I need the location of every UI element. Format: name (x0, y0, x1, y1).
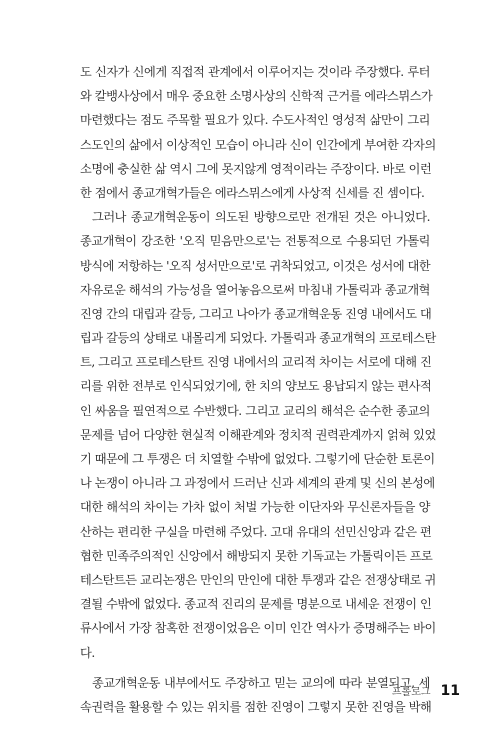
text-line: 립과 갈등의 상태로 내몰리게 되었다. 가톨릭과 종교개혁의 프로테스탄 (80, 331, 436, 346)
text-line: 나 논쟁이 아니라 그 과정에서 드러난 신과 세계의 관계 및 신의 본성에 (80, 476, 435, 491)
text-line: 도 신자가 신에게 직접적 관계에서 이루어지는 것이라 주장했다. 루터 (80, 65, 430, 79)
text-line: 자유로운 해석의 가능성을 열어놓음으로써 마침내 가톨릭과 종교개혁 (80, 282, 430, 297)
page-number: 11 (440, 683, 460, 699)
text-line: 진영 간의 대립과 갈등, 그리고 나아가 종교개혁운동 진영 내에서도 대 (80, 306, 432, 321)
text-line: 스도인의 삶에서 이상적인 모습이 아니라 신이 인간에게 부여한 각자의 (80, 137, 436, 152)
running-head: 프롤로그 (391, 687, 431, 698)
text-line: 마련했다는 점도 주목할 필요가 있다. 수도사적인 영성적 삶만이 그리 (80, 113, 430, 128)
text-line: 종교개혁운동 내부에서도 주장하고 믿는 교의에 따라 분열되고, 세 (92, 675, 430, 690)
text-line: 문제를 넘어 다양한 현실적 이해관계와 정치적 권력관계까지 얽혀 있었 (80, 427, 436, 442)
text-line: 한 점에서 종교개혁가들은 에라스뮈스에게 사상적 신세를 진 셈이다. (80, 185, 425, 200)
text-line: 트, 그리고 프로테스탄트 진영 내에서의 교리적 차이는 서로에 대해 진 (80, 355, 432, 370)
text-line: 그러나 종교개혁운동이 의도된 방향으로만 전개된 것은 아니었다. (92, 210, 430, 225)
text-line: 협한 민족주의적인 신앙에서 해방되지 못한 기독교는 가톨릭이든 프로 (80, 548, 433, 563)
paragraph (80, 671, 430, 719)
text-line: 소명에 충실한 삶 역시 그에 못지않게 영적이라는 주장이다. 바로 이런 (80, 161, 432, 176)
text-line: 류사에서 가장 참혹한 전쟁이었음은 이미 인간 역사가 증명해주는 바이 (80, 621, 436, 636)
text-line: 인 싸움을 필연적으로 수반했다. 그리고 교리의 해석은 순수한 종교의 (80, 403, 430, 418)
text-line: 기 때문에 그 투쟁은 더 치열할 수밖에 없었다. 그렇기에 단순한 토론이 (80, 452, 435, 466)
text-line: 결될 수밖에 없었다. 종교적 진리의 문제를 명분으로 내세운 전쟁이 인 (80, 597, 432, 612)
text-line: 대한 해석의 차이는 가차 없이 처벌 가능한 이단자와 무신론자들을 양 (80, 500, 430, 515)
text-line: 다. (80, 645, 95, 660)
text-line: 와 칼뱅사상에서 매우 중요한 소명사상의 신학적 근거를 에라스뮈스가 (80, 89, 433, 104)
text-line: 방식에 저항하는 '오직 성서만으로'로 귀착되었고, 이것은 성서에 대한 (80, 258, 431, 273)
text-line: 산하는 편리한 구실을 마련해 주었다. 고대 유대의 선민신앙과 같은 편 (80, 524, 432, 539)
paragraph (80, 205, 436, 665)
body-text (80, 60, 436, 719)
text-line: 리를 위한 전부로 인식되었기에, 한 치의 양보도 용납되지 않는 편사적 (80, 379, 432, 394)
text-line: 종교개혁이 강조한 '오직 믿음만으로'는 전통적으로 수용되던 가톨릭 (80, 234, 430, 249)
text-line: 속권력을 활용할 수 있는 위치를 점한 진영이 그렇지 못한 진영을 박해 (80, 699, 432, 714)
page-footer (392, 683, 460, 699)
paragraph (80, 60, 436, 205)
text-line: 테스탄트든 교리논쟁은 만인의 만인에 대한 투쟁과 같은 전쟁상태로 귀 (80, 572, 436, 587)
